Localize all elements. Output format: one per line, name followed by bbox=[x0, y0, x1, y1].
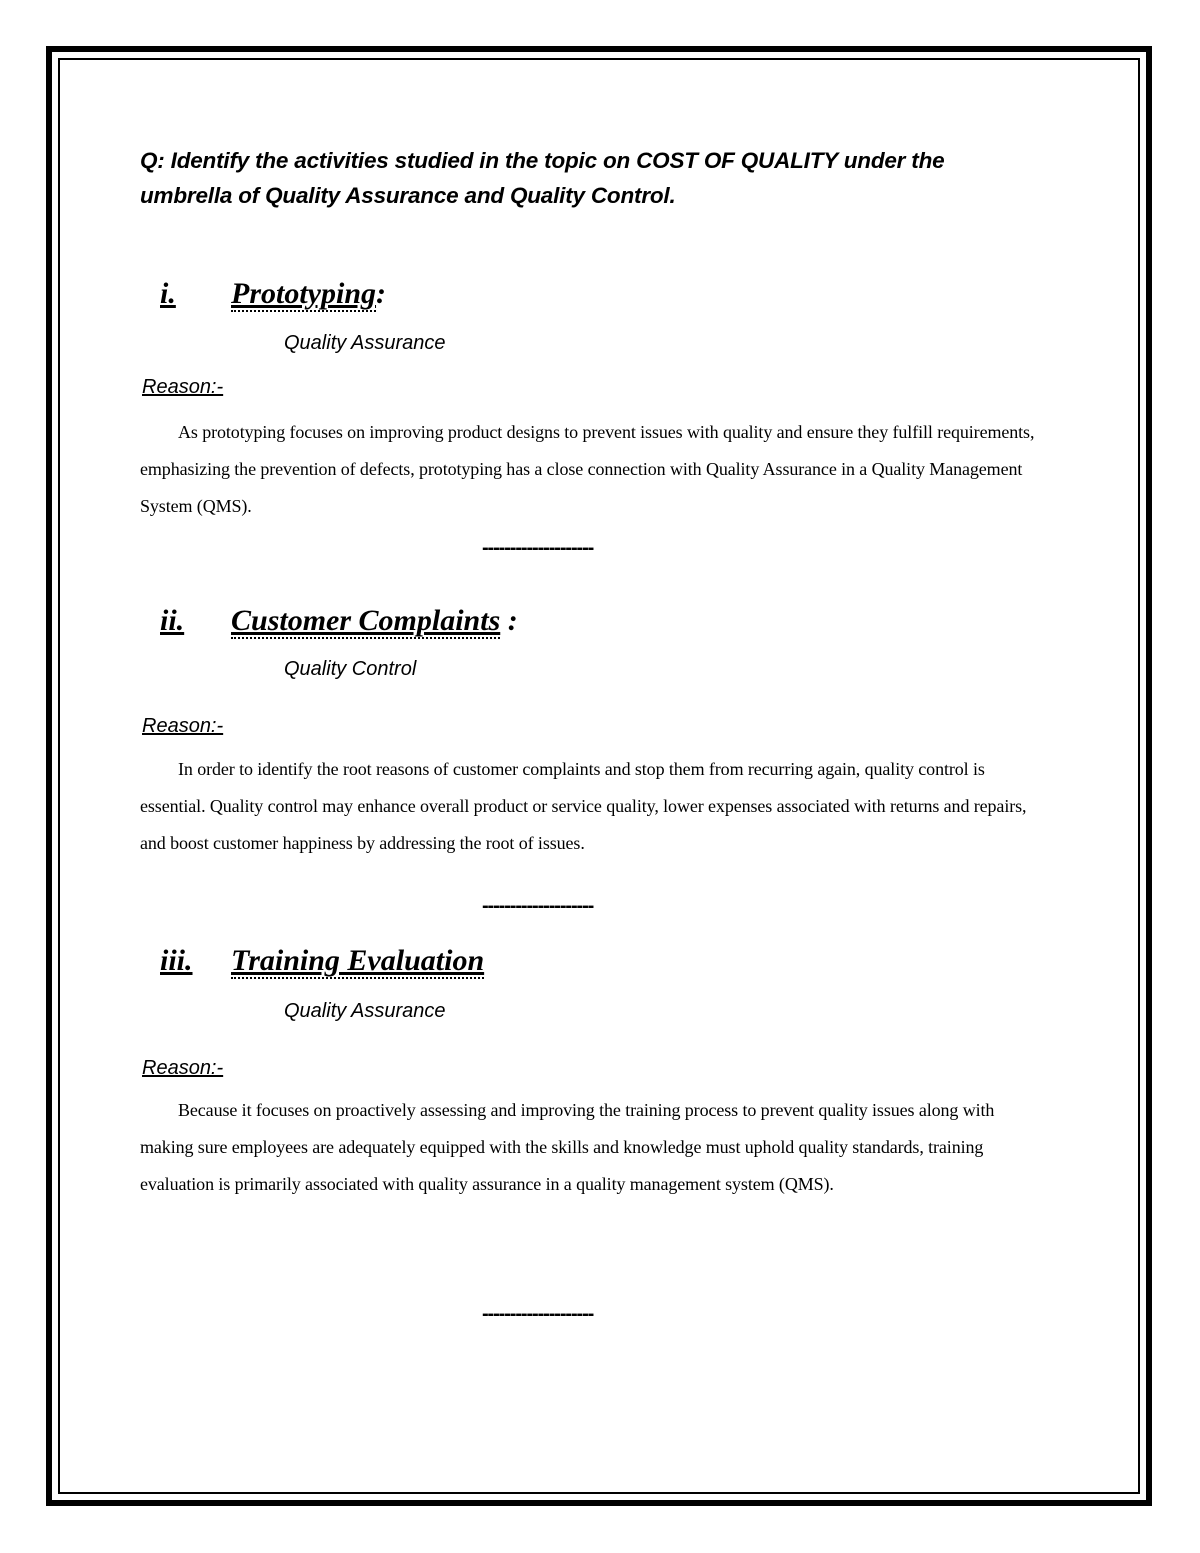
section-title-suffix: : bbox=[376, 277, 387, 310]
section-title: Training Evaluation bbox=[231, 944, 485, 977]
reason-label: Reason:- bbox=[142, 715, 224, 737]
reason-text: In order to identify the root reasons of customer complaints and stop them from recurring again, quality control is essential. Quality control may enhance overall product or service quality, lower expenses associated with returns and repairs, and boost customer happiness by addressing the root of issues. bbox=[140, 759, 1027, 853]
section-divider: -------------------- bbox=[482, 1304, 594, 1324]
reason-label: Reason:- bbox=[142, 1057, 224, 1079]
section-heading-customer-complaints bbox=[140, 603, 518, 639]
question-heading: Q: Identify the activities studied in the topic on COST OF QUALITY under the umbrella of Quality Assurance and Quality Control. bbox=[140, 148, 945, 208]
section-category: Quality Control bbox=[284, 658, 417, 680]
section-number: ii. bbox=[160, 604, 185, 637]
section-title: Prototyping bbox=[231, 277, 377, 310]
section-divider: -------------------- bbox=[482, 538, 594, 558]
section-divider: -------------------- bbox=[482, 896, 594, 916]
section-number: i. bbox=[160, 277, 176, 310]
section-heading-training-evaluation bbox=[140, 943, 484, 979]
reason-label: Reason:- bbox=[142, 376, 224, 398]
section-number: iii. bbox=[160, 944, 193, 977]
section-category: Quality Assurance bbox=[284, 332, 446, 354]
reason-text: As prototyping focuses on improving product designs to prevent issues with quality and ensure they fulfill requirements, emphasizing the prevention of defects, prototyping has a close connection with Quality Assurance in a Quality Management System (QMS). bbox=[140, 422, 1035, 516]
section-category: Quality Assurance bbox=[284, 1000, 446, 1022]
section-heading-prototyping bbox=[140, 276, 386, 312]
section-title: Customer Complaints bbox=[231, 604, 501, 637]
reason-text: Because it focuses on proactively assessing and improving the training process to prevent quality issues along with making sure employees are adequately equipped with the skills and knowledge must uphold quality standards, training evaluation is primarily associated with quality assurance in a quality management system (QMS). bbox=[140, 1100, 995, 1194]
section-title-suffix: : bbox=[500, 604, 518, 637]
